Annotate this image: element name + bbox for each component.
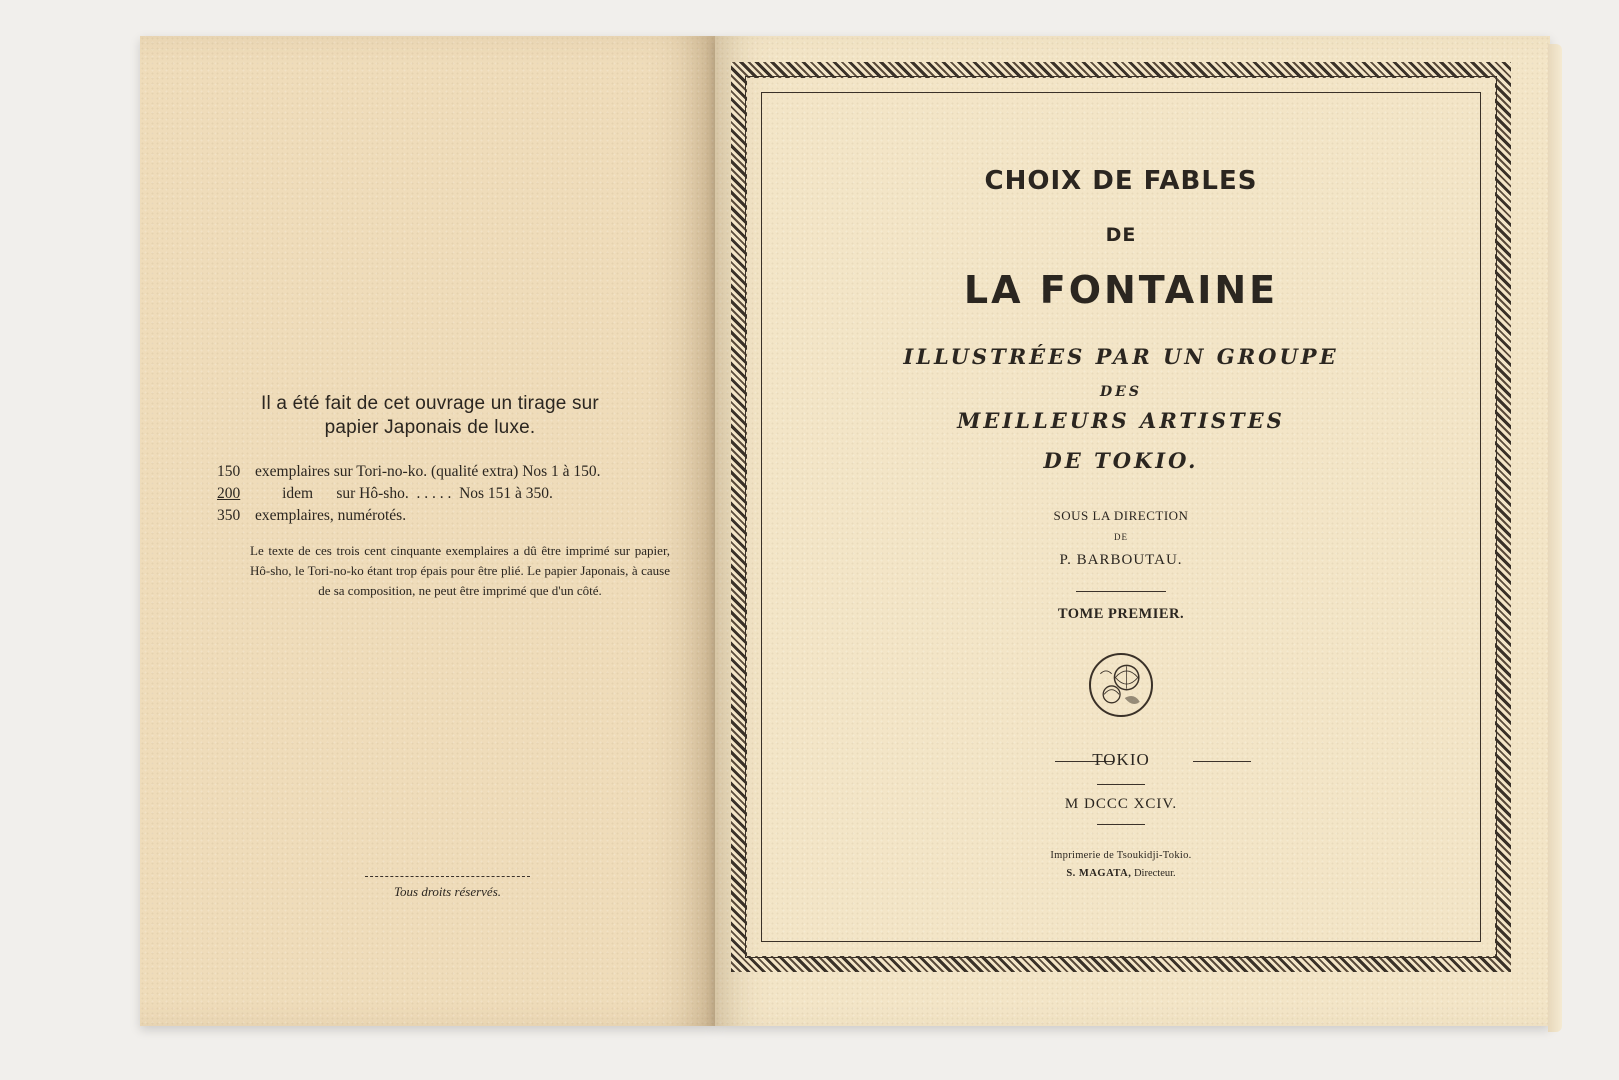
divider-rule [1097, 784, 1145, 785]
page-edge [1548, 44, 1562, 1032]
print-run-desc: exemplaires sur Tori-no-ko. (qualité extra) Nos 1 à 150. [255, 463, 601, 480]
print-run-row [217, 461, 677, 483]
subtitle-line-1: ILLUSTRÉES PAR UN GROUPE [903, 344, 1339, 369]
edition-statement [210, 392, 650, 440]
subtitle-line-4: DE TOKIO. [1043, 448, 1199, 473]
divider-rule [365, 876, 530, 877]
print-run-count: 150 [217, 463, 241, 480]
volume-label: TOME PREMIER. [1057, 606, 1185, 622]
print-run-row [217, 505, 677, 527]
right-page [715, 36, 1550, 1026]
edition-statement-line-1: Il a été fait de cet ouvrage un tirage sur [261, 393, 599, 414]
print-run-table [217, 461, 677, 527]
printer-name: Imprimerie de Tsoukidji-Tokio. [1050, 850, 1192, 861]
city-name: TOKIO [1092, 750, 1150, 769]
director-title: Directeur. [1133, 868, 1176, 879]
title-line-2: DE [1105, 224, 1137, 246]
ornament-line-right [1193, 761, 1251, 762]
title-author: LA FONTAINE [963, 268, 1279, 312]
print-run-row [217, 483, 677, 505]
rights-reserved: Tous droits réservés. [393, 884, 502, 899]
print-run-count: 200 [217, 485, 241, 502]
subtitle-line-2: DES [1100, 384, 1142, 400]
leaf-crest-icon [1089, 653, 1153, 717]
direction-label: SOUS LA DIRECTION [1053, 508, 1189, 523]
edition-statement-line-2: papier Japonais de luxe. [324, 417, 536, 438]
direction-de: DE [1114, 532, 1128, 542]
subtitle-line-3: MEILLEURS ARTISTES [957, 408, 1285, 433]
open-book [140, 36, 1550, 1026]
editor-name: P. BARBOUTAU. [1059, 552, 1183, 568]
print-run-desc: idem sur Hô-sho. . . . . . Nos 151 à 350. [255, 485, 553, 502]
printer-director [731, 868, 1511, 879]
paper-note: Le texte de ces trois cent cinquante exemplaires a dû être imprimé sur papier, Hô-sho, le Tori-no-ko étant trop épais pour être plié. Le papier Japonais, à cause de sa composition, ne peut être imprimé que d'un côté. [250, 543, 670, 598]
divider-rule [1076, 591, 1166, 592]
left-page [140, 36, 715, 1026]
title-line-1: CHOIX DE FABLES [984, 166, 1258, 196]
director-name: S. MAGATA, [1066, 868, 1132, 879]
divider-rule [1097, 824, 1145, 825]
print-run-count: 350 [217, 507, 241, 524]
publication-year: M DCCC XCIV. [1064, 796, 1178, 812]
print-run-desc: exemplaires, numérotés. [255, 507, 407, 524]
